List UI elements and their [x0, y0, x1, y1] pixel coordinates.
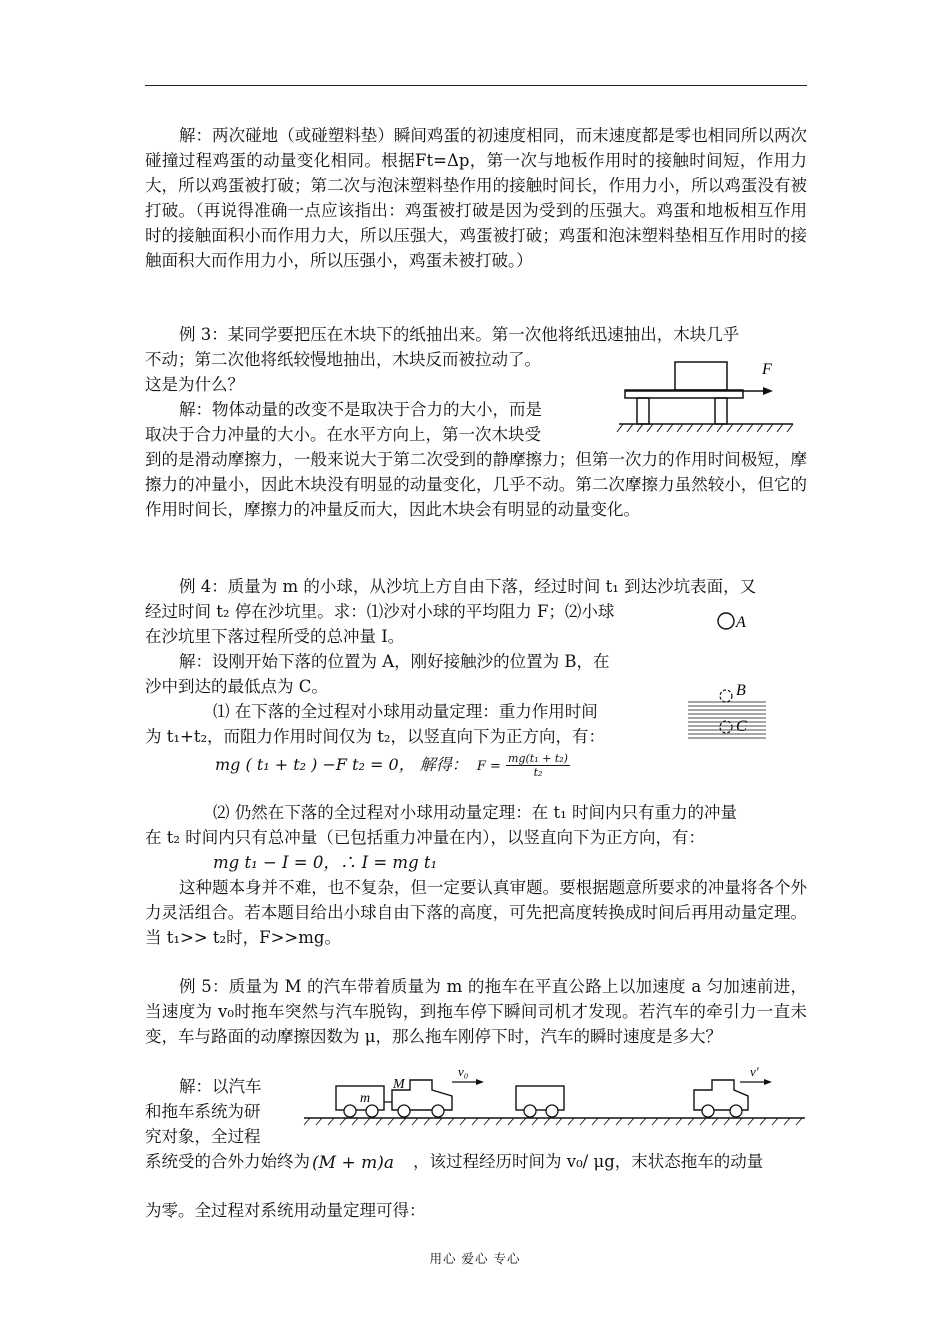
- formula-1-F: F =: [476, 759, 501, 774]
- example-3-solution-rest: 到的是滑动摩擦力，一般来说大于第二次受到的静摩擦力；但第一次力的作用时间极短，摩擦力的冲量小，因此木块没有明显的动量变化，几乎不动。第二次摩擦力虽然较小，但它的作用时间长，摩擦力的冲量反而大，因此木块会有明显的动量变化。: [145, 450, 807, 519]
- formula-1-left: mg ( t₁ + t₂ ) −F t₂ = 0， 解得：: [215, 755, 468, 774]
- label-m: m: [360, 1091, 371, 1106]
- example-3-solution-line2: 取决于合力冲量的大小。在水平方向上，第一次木块受: [145, 425, 541, 444]
- formula-2: mg t₁ − I = 0，∴ I = mg t₁: [213, 853, 438, 872]
- car-trailer-figure: [300, 1062, 810, 1147]
- example-3-question-line2: 不动；第二次他将纸较慢地抽出，木块反而被拉动了。: [145, 350, 541, 369]
- table-leg-left: [637, 398, 649, 424]
- label-A: A: [736, 614, 746, 631]
- example-3-question-line3: 这是为什么？: [145, 375, 244, 394]
- example-4-solution-line1: 解：设刚开始下落的位置为 A，刚好接触沙的位置为 B，在: [179, 652, 610, 671]
- example-4-question-line3: 在沙坑里下落过程所受的总冲量 I。: [145, 627, 405, 646]
- example-5-solution-line1: 解：以汽车: [179, 1077, 262, 1096]
- example-4-solution-line2: 沙中到达的最低点为 C。: [145, 677, 328, 696]
- label-C: C: [736, 718, 747, 735]
- example-5-solution-line3: 究对象，全过程: [145, 1127, 261, 1146]
- block-paper-figure: [615, 360, 805, 442]
- sand-layers: [688, 702, 766, 738]
- formula-1-denominator: t₂: [533, 766, 543, 779]
- label-B: B: [736, 682, 746, 699]
- example-4-solution-line4: 为 t₁+t₂，而阻力作用时间仅为 t₂，以竖直向下为正方向，有：: [145, 727, 606, 746]
- net-force-expression: (M + m)a: [312, 1153, 394, 1173]
- label-v1: v′: [750, 1064, 759, 1079]
- formula-1-numerator: mg(t₁ + t₂): [508, 752, 568, 765]
- example-5-solution-line4b: ，该过程经历时间为 v₀/ μg，末状态拖车的动量: [413, 1152, 764, 1171]
- force-arrowhead: [763, 387, 773, 395]
- example-4-question-line2: 经过时间 t₂ 停在沙坑里。求：⑴沙对小球的平均阻力 F；⑵小球: [145, 602, 615, 621]
- example-4-question-line1: 例 4：质量为 m 的小球，从沙坑上方自由下落，经过时间 t₁ 到达沙坑表面，又: [179, 577, 757, 596]
- ball-position-C: [720, 721, 732, 733]
- example-4-solution-line3: ⑴ 在下落的全过程对小球用动量定理：重力作用时间: [213, 702, 598, 721]
- example-5-solution-line2: 和拖车系统为研: [145, 1102, 261, 1121]
- label-M: M: [393, 1077, 405, 1092]
- wood-block: [675, 362, 727, 390]
- table-leg-right: [715, 398, 727, 424]
- solution-2: 解：两次碰地（或碰塑料垫）瞬间鸡蛋的初速度相同，而末速度都是零也相同所以两次碰撞过程鸡蛋的动量变化相同。根据Ft=Δp，第一次与地板作用时的接触时间短，作用力大，所以鸡蛋被打破；第二次与泡沫塑料垫作用的接触时间长，作用力小，所以鸡蛋没有被打破。（再说得准确一点应该指出：鸡蛋被打破是因为受到的压强大。鸡蛋和地板相互作用时的接触面积小而作用力大，所以压强大，鸡蛋被打破；鸡蛋和泡沫塑料垫相互作用时的接触面积大而作用力小，所以压强小，鸡蛋未被打破。）: [145, 126, 807, 270]
- example-3-solution-line1: 解：物体动量的改变不是取决于合力的大小，而是: [179, 400, 542, 419]
- page-footer: 用心 爱心 专心: [429, 1251, 521, 1266]
- example-5-solution-line4a: 系统受的合外力始终为: [145, 1152, 310, 1171]
- example-3-question-line1: 例 3：某同学要把压在木块下的纸抽出来。第一次他将纸迅速抽出，木块几乎: [179, 325, 740, 344]
- example-5-question: 例 5：质量为 M 的汽车带着质量为 m 的拖车在平直公路上以加速度 a 匀加速前进，当速度为 v₀时拖车突然与汽车脱钩，到拖车停下瞬间司机才发现。若汽车的牵引力一直未变，车与路面的动摩擦因数为 μ，那么拖车刚停下时，汽车的瞬时速度是多大？: [145, 977, 807, 1046]
- ball-position-B: [720, 690, 732, 702]
- ball-position-A: [718, 613, 734, 629]
- header-rule: [145, 85, 807, 86]
- example-5-solution-line5: 为零。全过程对系统用动量定理可得：: [145, 1201, 426, 1220]
- car-body-2: [694, 1080, 748, 1110]
- formula-1: [215, 752, 570, 779]
- sand-pit-figure: [688, 610, 778, 745]
- label-v0: v₀: [458, 1064, 469, 1079]
- example-4-solution-line6: 在 t₂ 时间内只有总冲量（已包括重力冲量在内），以竖直向下为正方向，有：: [145, 828, 705, 847]
- formula-1-fraction: [506, 752, 570, 779]
- force-label: F: [762, 361, 772, 378]
- example-4-remark: 这种题本身并不难，也不复杂，但一定要认真审题。要根据题意所要求的冲量将各个外力灵活组合。若本题目给出小球自由下落的高度，可先把高度转换成时间后再用动量定理。当 t₁>> t₂时，F>>mg。: [145, 878, 807, 947]
- example-4-solution-line5: ⑵ 仍然在下落的全过程对小球用动量定理：在 t₁ 时间内只有重力的冲量: [213, 803, 737, 822]
